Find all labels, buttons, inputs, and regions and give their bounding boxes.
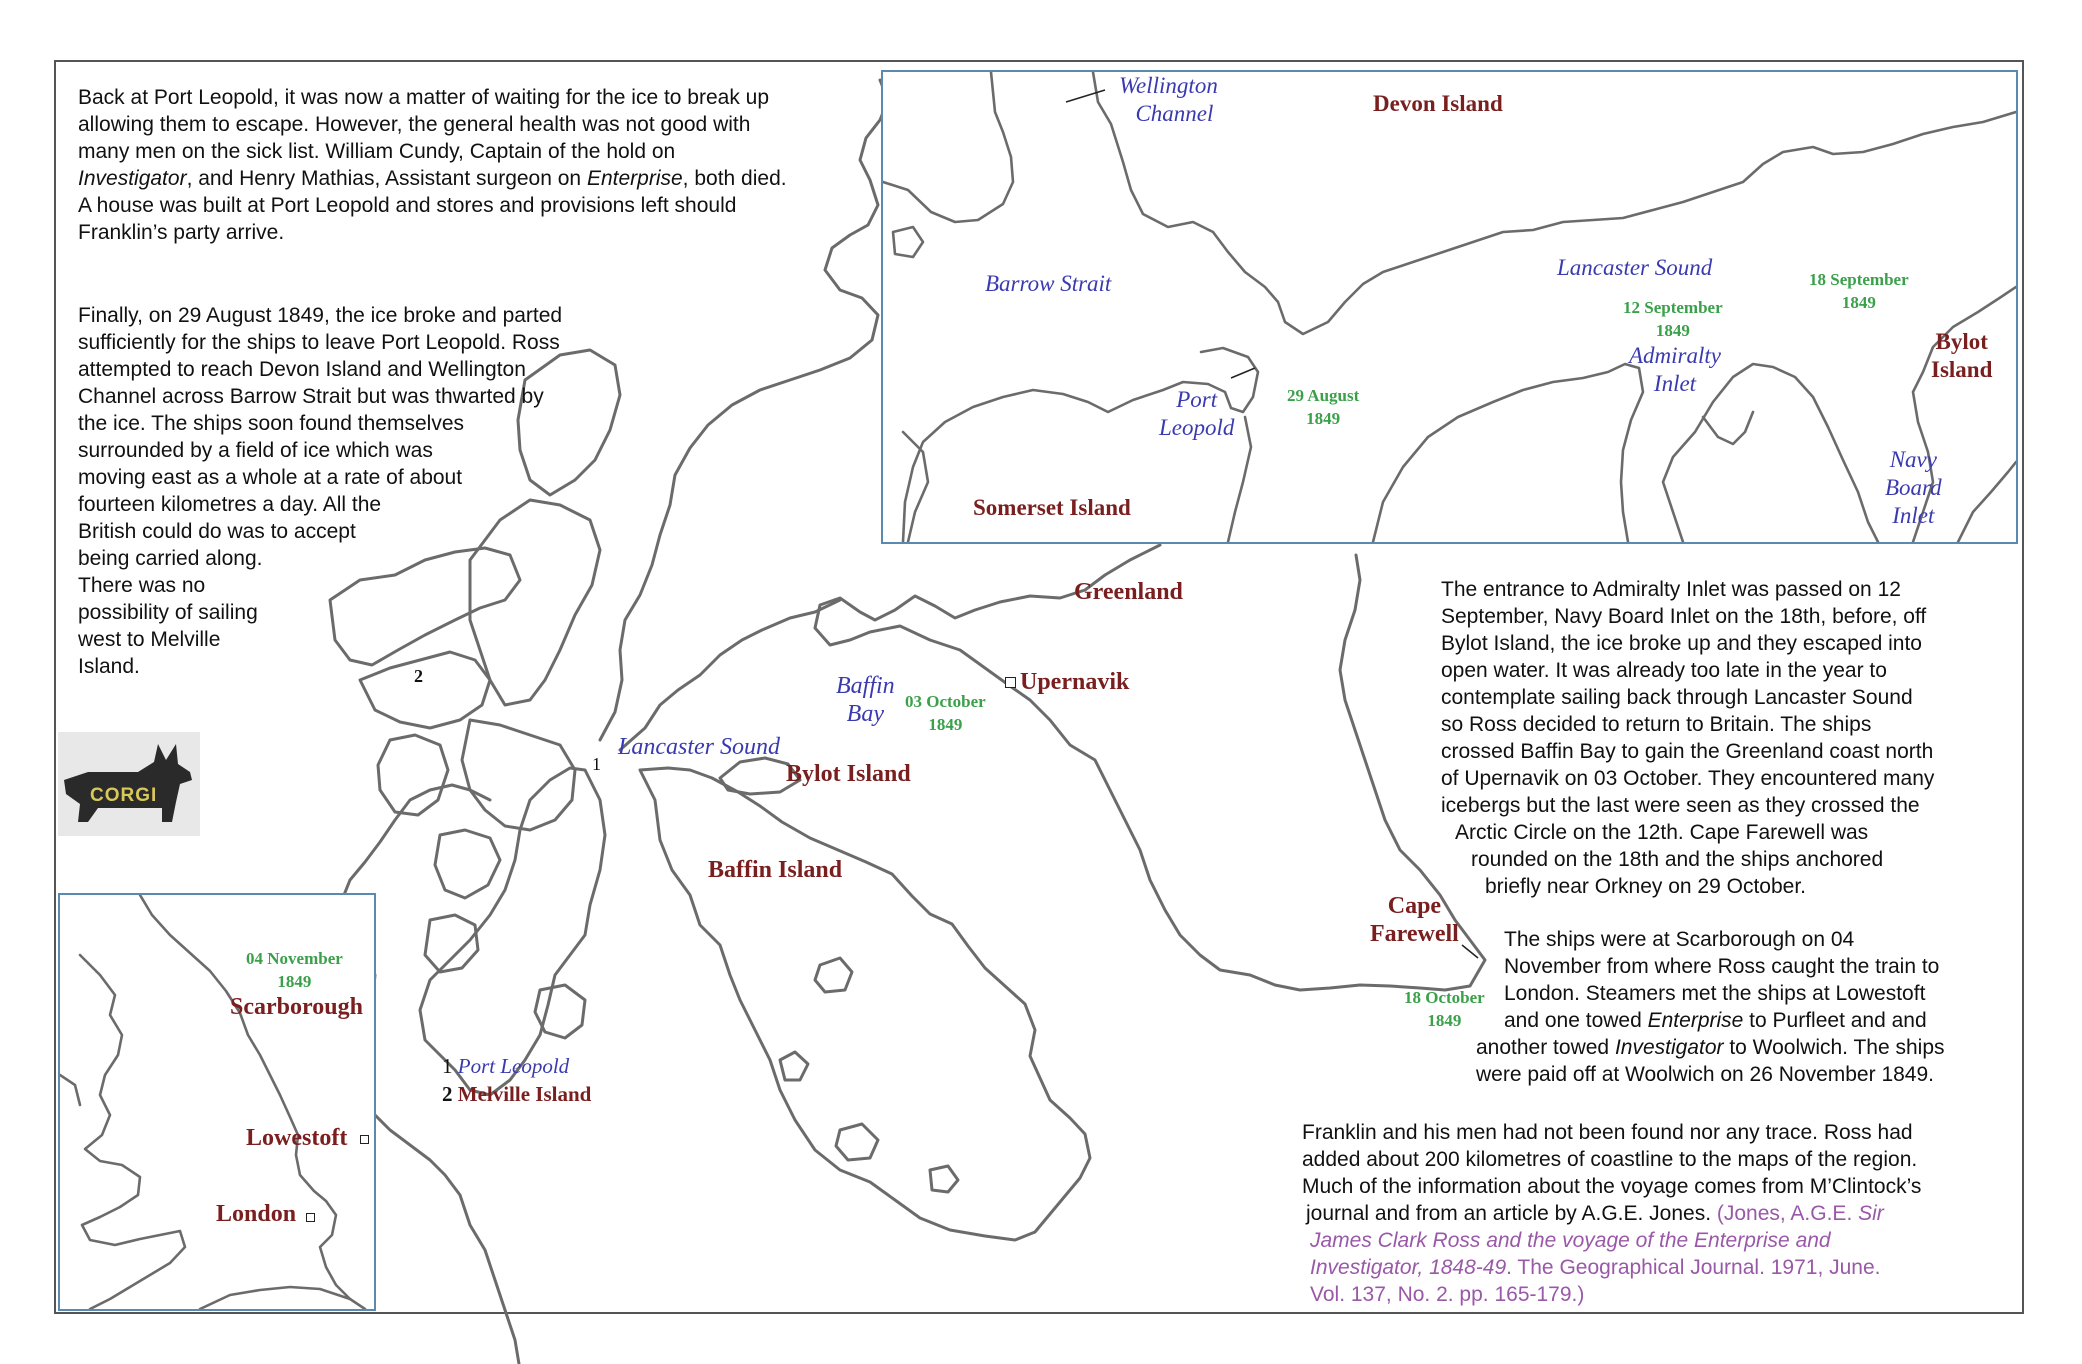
inset-islet: [893, 227, 923, 257]
paragraph-admiralty-inlet: The entrance to Admiralty Inlet was passed on 12 September, Navy Board Inlet on the 18th, before, off Bylot Island, the ice broke up and they escaped into open water. It was already too late in the year to contemplate sailing back through Lancaster Sound so Ross decided to return to Britain. The ships crossed Baffin Bay to gain the Greenland coast north of Upernavik on 03 October. They encountered many icebergs but the last were seen as they crossed the Arctic Circle on the 12th. Cape Farewell was rounded on the 18th and the ships anchored briefly near Orkney on 29 October.: [1441, 578, 1935, 898]
inset-label-29-august: 29 August 1849: [1287, 386, 1360, 428]
inset-label-navy-board-inlet: Navy Board Inlet: [1885, 447, 1942, 528]
legend: [442, 1052, 591, 1108]
uk-label-london: London: [216, 1201, 297, 1227]
somerset-coast: [420, 768, 605, 1095]
label-cape-farewell: Cape Farewell: [1370, 893, 1459, 947]
inset-somerset-bay: [903, 432, 928, 542]
logo-text: CORGI: [90, 785, 158, 806]
label-lancaster-sound: Lancaster Sound: [618, 734, 780, 760]
paragraph-conclusion: Franklin and his men had not been found nor any trace. Ross had added about 200 kilometres of coastline to the maps of the region. Much of the information about the voyage comes from M’Clintock’s journal and from an article by A.G.E. Jones. (Jones, A.G.E. Sir James Clark Ross and the voyage of the Enterprise and Investigator, 1848-49. The Geographical Journal. 1971, June. Vol. 137, No. 2. pp. 165-179.): [1302, 1121, 1922, 1306]
paragraph-port-leopold: Back at Port Leopold, it was now a matter of waiting for the ice to break up allowing them to escape. However, the general health was not good with many men on the sick list. William Cundy, Captain of the hold on Investigator, and Henry Mathias, Assistant surgeon on Enterprise, both died. A house was built at Port Leopold and stores and provisions left should Franklin’s party arrive.: [78, 86, 787, 244]
marker-number-1: 1: [592, 754, 601, 774]
upernavik-marker: [1005, 677, 1016, 688]
small-island-2: [836, 1124, 878, 1160]
inset-label-18-september: 18 September 1849: [1809, 270, 1909, 312]
lancaster-sound-inset: [881, 70, 2018, 544]
label-03-october: 03 October 1849: [905, 692, 986, 734]
uk-south-coast: [200, 1287, 350, 1309]
inset-label-12-september: 12 September 1849: [1623, 298, 1723, 340]
corgi-silhouette-icon: [58, 732, 200, 836]
inset-label-admiralty-inlet: Admiralty Inlet: [1629, 343, 1721, 396]
label-baffin-island: Baffin Island: [708, 857, 843, 883]
archipelago-island-9: [535, 985, 585, 1038]
london-marker: [306, 1213, 315, 1222]
inset-label-lancaster-sound: Lancaster Sound: [1557, 255, 1713, 280]
inset-admiralty-inner: [1703, 412, 1753, 444]
uk-wirral-coast: [60, 1075, 80, 1105]
paragraph-scarborough: The ships were at Scarborough on 04 November from where Ross caught the train to London. Steamers met the ships at Lowestoft and one towed Enterprise to Purfleet and and another towed Investigator to Woolwich. The ships were paid off at Woolwich on 26 November 1849.: [1476, 928, 1945, 1086]
uk-label-scarborough: Scarborough: [230, 994, 363, 1020]
corgi-logo: [58, 732, 200, 836]
inset-bylot-coast-2: [1958, 462, 2016, 542]
marker-number-2: 2: [414, 666, 423, 686]
uk-wales-coast: [80, 955, 185, 1309]
inset-baffin-coast: [1373, 364, 1643, 542]
inset-label-somerset-island: Somerset Island: [973, 495, 1131, 520]
inset-label-port-leopold: Port Leopold: [1159, 387, 1235, 440]
small-island-4: [930, 1166, 958, 1192]
wellington-leader: [1066, 90, 1105, 102]
archipelago-island-8: [425, 915, 478, 972]
legend-item-2: 2 Melville Island: [442, 1082, 592, 1106]
baffin-island-coast: [640, 768, 1090, 1240]
label-18-october: 18 October 1849: [1404, 988, 1485, 1030]
inset-devon-coast: [883, 72, 1013, 222]
citation-start: (Jones, A.G.E.: [1711, 1202, 1859, 1225]
small-island-3: [780, 1052, 808, 1080]
uk-label-04-november: 04 November 1849: [246, 949, 343, 991]
label-baffin-bay: Baffin Bay: [836, 673, 895, 727]
lowestoft-marker: [360, 1135, 369, 1144]
uk-label-lowestoft: Lowestoft: [246, 1125, 348, 1151]
inset-label-bylot-island: Bylot Island: [1931, 329, 1993, 382]
archipelago-island-6: [435, 830, 500, 898]
label-upernavik: Upernavik: [1020, 669, 1130, 695]
uk-inset: [58, 893, 376, 1311]
archipelago-island-7: [378, 735, 448, 815]
inset-label-devon-island: Devon Island: [1373, 91, 1503, 116]
inset-label-barrow-strait: Barrow Strait: [985, 271, 1112, 296]
label-greenland: Greenland: [1074, 579, 1183, 605]
small-island-1: [815, 958, 852, 992]
label-bylot-island: Bylot Island: [786, 761, 911, 787]
inset-label-wellington: Wellington Channel: [1119, 73, 1218, 126]
legend-item-1: 1 Port Leopold: [442, 1054, 570, 1078]
port-leopold-leader: [1231, 368, 1255, 378]
paragraph-ice-broke: Finally, on 29 August 1849, the ice broke and parted sufficiently for the ships to leave Port Leopold. Ross attempted to reach Devon Island and Wellington Channel across Barrow Strait but was thwarted by the ice. The ships soon found themselves surrounded by a field of ice which was moving east as a whole at a rate of about fourteen kilometres a day. All the British could do was to accept being carried along. There was no possibility of sailing west to Melville Island.: [78, 304, 563, 678]
